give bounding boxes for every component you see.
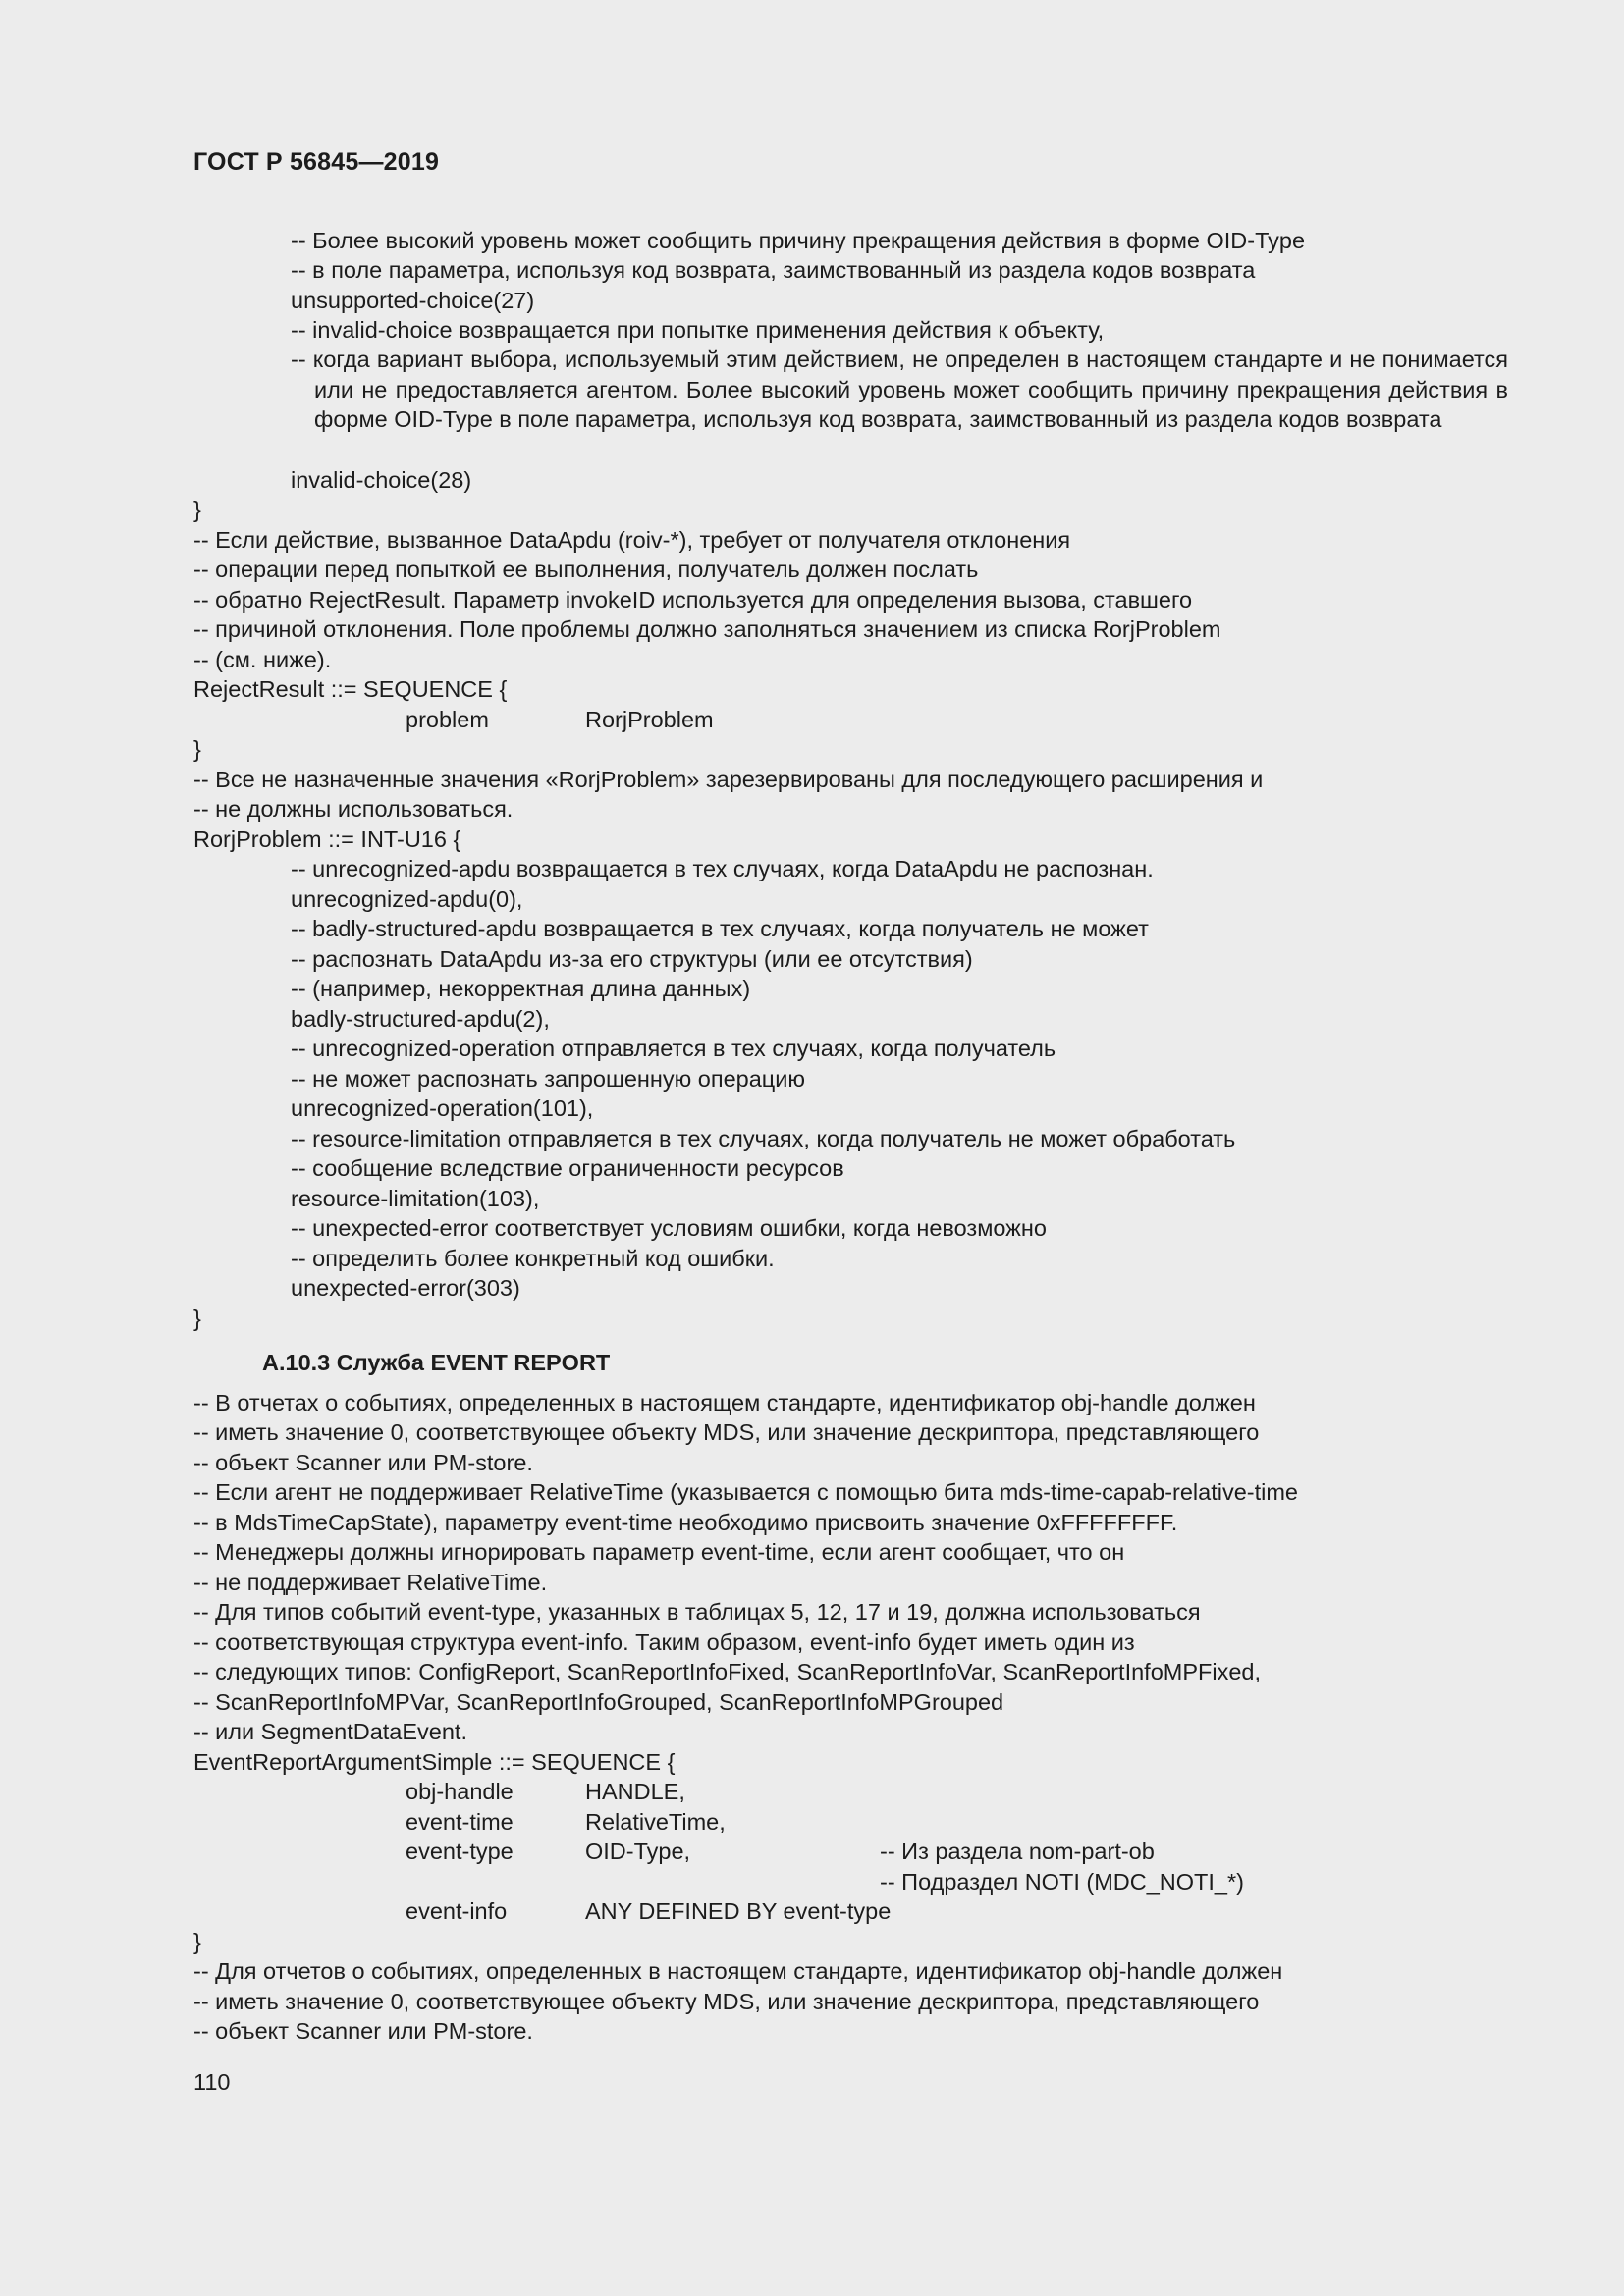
- text-line: -- причиной отклонения. Поле проблемы должно заполняться значением из списка RorjProblem: [193, 616, 1221, 642]
- field-name: obj-handle: [406, 1779, 514, 1804]
- text-line: -- объект Scanner или PM-store.: [193, 1450, 533, 1475]
- text-line: -- resource-limitation отправляется в тех случаях, когда получатель не может обработать: [291, 1126, 1236, 1151]
- text-line: -- unrecognized-apdu возвращается в тех случаях, когда DataApdu не распознан.: [291, 856, 1154, 881]
- text-line: -- не должны использоваться.: [193, 796, 514, 822]
- field-type: RorjProblem: [585, 707, 714, 732]
- text-line: -- операции перед попыткой ее выполнения, получатель должен послать: [193, 557, 979, 582]
- text-line: -- объект Scanner или PM-store.: [193, 2018, 533, 2044]
- field-type: ANY DEFINED BY event-type: [585, 1898, 892, 1924]
- text-line: -- badly-structured-apdu возвращается в тех случаях, когда получатель не может: [291, 916, 1149, 941]
- field-type: OID-Type,: [585, 1839, 691, 1864]
- text-line: -- определить более конкретный код ошибки.: [291, 1246, 775, 1271]
- text-line: -- распознать DataApdu из-за его структуры (или ее отсутствия): [291, 946, 973, 972]
- field-name: event-type: [406, 1839, 514, 1864]
- text-line: -- сообщение вследствие ограниченности ресурсов: [291, 1155, 844, 1181]
- field-comment: -- Подраздел NOTI (MDC_NOTI_*): [880, 1869, 1244, 1895]
- text-line: -- в MdsTimeCapState), параметру event-time необходимо присвоить значение 0xFFFFFFFF.: [193, 1510, 1178, 1535]
- text-line: -- обратно RejectResult. Параметр invokeID используется для определения вызова, ставшего: [193, 587, 1193, 613]
- code-line: RorjProblem ::= INT-U16 {: [193, 827, 461, 852]
- text-line: -- Менеджеры должны игнорировать параметр event-time, если агент сообщает, что он: [193, 1539, 1125, 1565]
- text-line: -- Для типов событий event-type, указанных в таблицах 5, 12, 17 и 19, должна использоваться: [193, 1599, 1201, 1625]
- code-line: unrecognized-operation(101),: [291, 1095, 594, 1121]
- page-header: ГОСТ Р 56845—2019: [193, 148, 440, 176]
- brace: }: [193, 1929, 201, 1954]
- field-name: event-time: [406, 1809, 514, 1835]
- text-line: -- unexpected-error соответствует условиям ошибки, когда невозможно: [291, 1215, 1047, 1241]
- text-line: -- или SegmentDataEvent.: [193, 1719, 467, 1744]
- text-line: -- В отчетах о событиях, определенных в настоящем стандарте, идентификатор obj-handle должен: [193, 1390, 1256, 1415]
- text-line: -- Для отчетов о событиях, определенных в настоящем стандарте, идентификатор obj-handle должен: [193, 1958, 1283, 1984]
- code-line: EventReportArgumentSimple ::= SEQUENCE {: [193, 1749, 676, 1775]
- text-line: -- Если агент не поддерживает RelativeTime (указывается с помощью бита mds-time-capab-relative-time: [193, 1479, 1299, 1505]
- brace: }: [193, 736, 201, 762]
- text-line: unsupported-choice(27): [291, 288, 535, 313]
- field-name: problem: [406, 707, 489, 732]
- code-line: badly-structured-apdu(2),: [291, 1006, 550, 1032]
- text-line: -- не может распознать запрошенную операцию: [291, 1066, 805, 1092]
- text-line: -- в поле параметра, используя код возврата, заимствованный из раздела кодов возврата: [291, 257, 1256, 283]
- text-line: -- соответствующая структура event-info. Таким образом, event-info будет иметь один из: [193, 1629, 1135, 1655]
- page-number: 110: [193, 2069, 231, 2095]
- section-heading: A.10.3 Служба EVENT REPORT: [262, 1350, 611, 1375]
- text-line: -- следующих типов: ConfigReport, ScanReportInfoFixed, ScanReportInfoVar, ScanReportInfoMPFixed,: [193, 1659, 1262, 1684]
- text-line: -- иметь значение 0, соответствующее объекту MDS, или значение дескриптора, представляющего: [193, 1989, 1260, 2014]
- text-line: -- иметь значение 0, соответствующее объекту MDS, или значение дескриптора, представляющего: [193, 1419, 1260, 1445]
- text-line: -- Если действие, вызванное DataApdu (roiv-*), требует от получателя отклонения: [193, 527, 1071, 553]
- field-type: HANDLE,: [585, 1779, 685, 1804]
- field-name: event-info: [406, 1898, 508, 1924]
- text-line: -- invalid-choice возвращается при попытке применения действия к объекту,: [291, 317, 1105, 343]
- brace: }: [193, 1306, 201, 1331]
- code-line: RejectResult ::= SEQUENCE {: [193, 676, 508, 702]
- text-line: -- unrecognized-operation отправляется в тех случаях, когда получатель: [291, 1036, 1056, 1061]
- field-type: RelativeTime,: [585, 1809, 726, 1835]
- brace: }: [193, 497, 201, 522]
- text-line: -- Все не назначенные значения «RorjProblem» зарезервированы для последующего расширения и: [193, 767, 1264, 792]
- text-line: -- ScanReportInfoMPVar, ScanReportInfoGrouped, ScanReportInfoMPGrouped: [193, 1689, 1004, 1715]
- text-line: -- Более высокий уровень может сообщить причину прекращения действия в форме OID-Type: [291, 228, 1306, 253]
- field-comment: -- Из раздела nom-part-ob: [880, 1839, 1155, 1864]
- wrapped-comment: -- когда вариант выбора, используемый этим действием, не определен в настоящем стандарте и не понимается или не предоставляется агентом. Более высокий уровень может сообщить причину прекращения действия в форме OID-Type в поле параметра, используя код возврата, заимствованный из раздела кодов возврата: [291, 347, 1508, 432]
- code-line: resource-limitation(103),: [291, 1186, 540, 1211]
- text-line: -- (см. ниже).: [193, 647, 332, 672]
- code-line: invalid-choice(28): [291, 467, 472, 493]
- code-line: unexpected-error(303): [291, 1275, 520, 1301]
- code-line: unrecognized-apdu(0),: [291, 886, 523, 912]
- text-line: -- не поддерживает RelativeTime.: [193, 1570, 548, 1595]
- text-line: -- (например, некорректная длина данных): [291, 976, 751, 1001]
